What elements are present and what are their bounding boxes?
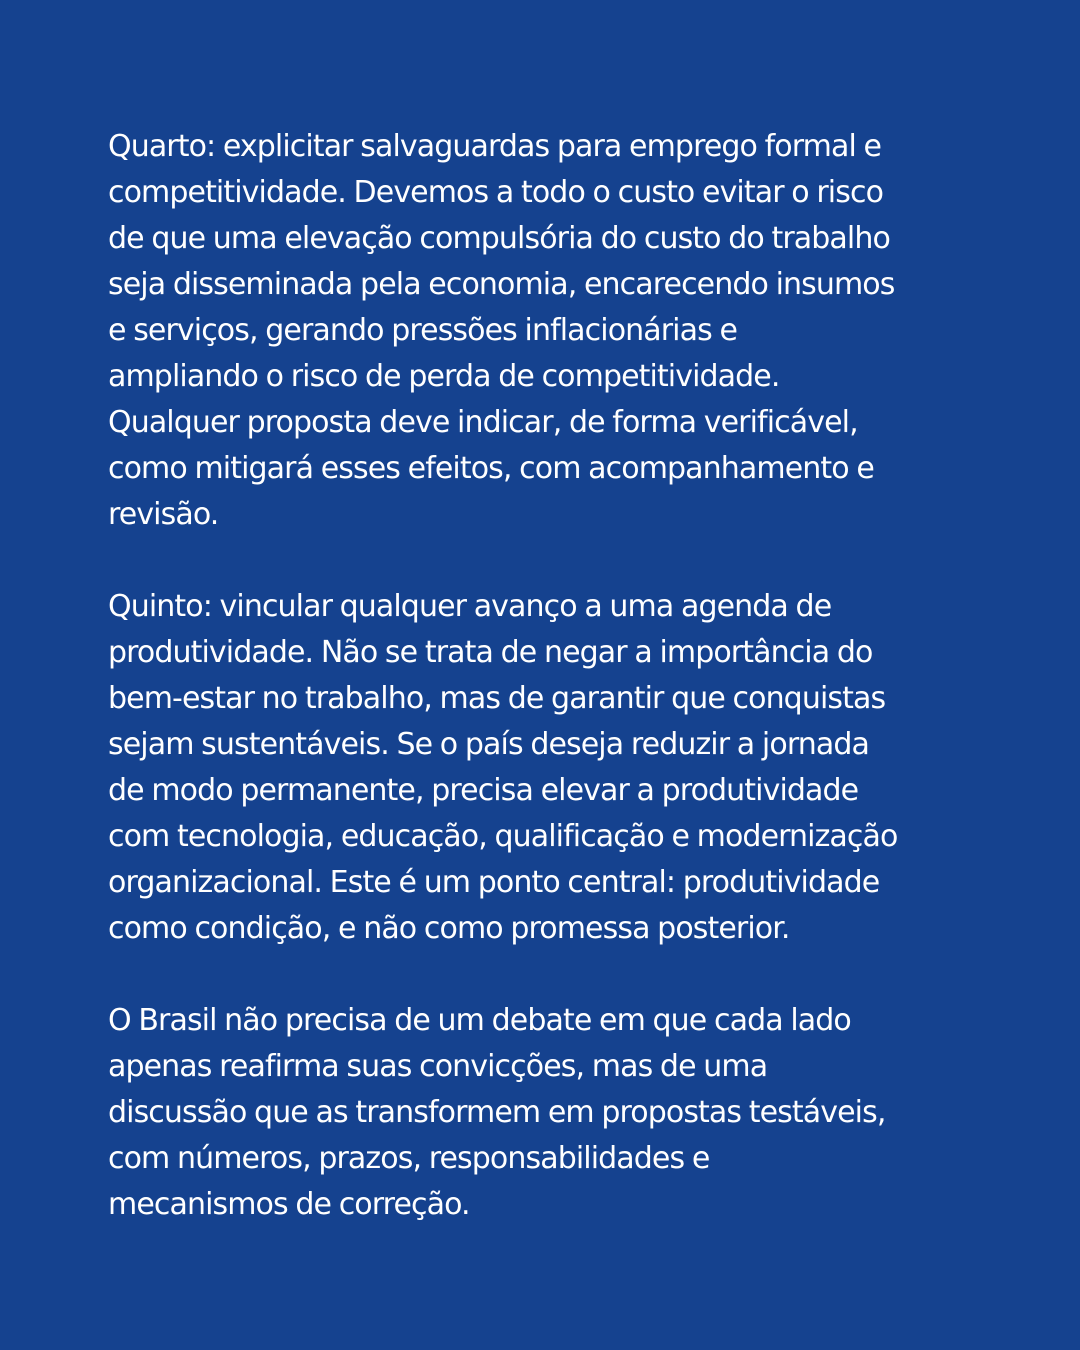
paragraph-conclusion xyxy=(108,998,988,1228)
text-line: Qualquer proposta deve indicar, de forma verificável, xyxy=(108,405,858,440)
text-line: produtividade. Não se trata de negar a importância do xyxy=(108,635,873,670)
text-line: discussão que as transformem em propostas testáveis, xyxy=(108,1095,886,1130)
text-line: revisão. xyxy=(108,497,219,532)
text-line: como mitigará esses efeitos, com acompanhamento e xyxy=(108,451,874,486)
text-line: e serviços, gerando pressões inflacionárias e xyxy=(108,313,738,348)
text-line: Quinto: vincular qualquer avanço a uma agenda de xyxy=(108,589,832,624)
text-document xyxy=(108,124,988,1228)
text-line: com números, prazos, responsabilidades e xyxy=(108,1141,710,1176)
text-line: O Brasil não precisa de um debate em que cada lado xyxy=(108,1003,851,1038)
text-line: sejam sustentáveis. Se o país deseja reduzir a jornada xyxy=(108,727,869,762)
text-line: com tecnologia, educação, qualificação e modernização xyxy=(108,819,898,854)
text-line: de que uma elevação compulsória do custo do trabalho xyxy=(108,221,890,256)
text-line: competitividade. Devemos a todo o custo evitar o risco xyxy=(108,175,884,210)
text-line: de modo permanente, precisa elevar a produtividade xyxy=(108,773,859,808)
paragraph-spacer xyxy=(108,952,988,998)
text-line: organizacional. Este é um ponto central: produtividade xyxy=(108,865,880,900)
text-line: como condição, e não como promessa posterior. xyxy=(108,911,790,946)
text-line: mecanismos de correção. xyxy=(108,1187,470,1222)
paragraph-spacer xyxy=(108,538,988,584)
paragraph-quarto xyxy=(108,124,988,538)
paragraph-quinto xyxy=(108,584,988,952)
text-line: seja disseminada pela economia, encarecendo insumos xyxy=(108,267,895,302)
text-line: Quarto: explicitar salvaguardas para emprego formal e xyxy=(108,129,882,164)
text-line: apenas reafirma suas convicções, mas de uma xyxy=(108,1049,768,1084)
text-line: bem-estar no trabalho, mas de garantir que conquistas xyxy=(108,681,886,716)
text-line: ampliando o risco de perda de competitividade. xyxy=(108,359,780,394)
